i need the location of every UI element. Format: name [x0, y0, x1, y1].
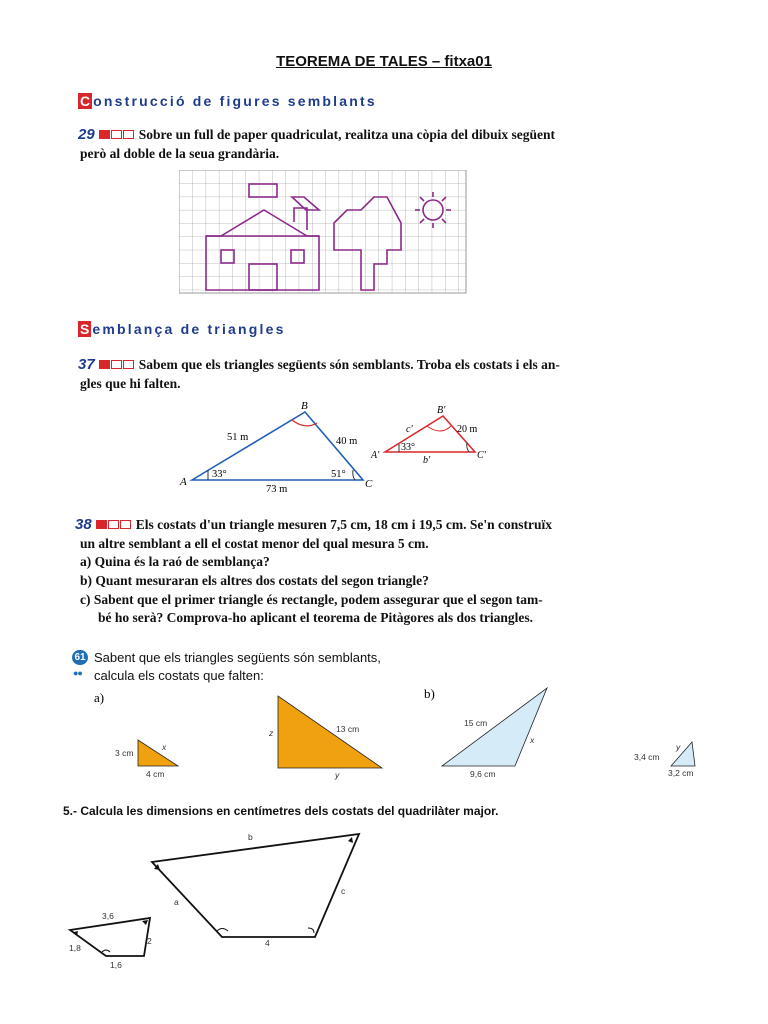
- side-c-prime: c': [406, 424, 413, 435]
- label-3-2cm: 3,2 cm: [668, 768, 694, 778]
- label-y: y: [335, 770, 340, 780]
- exercise-number: 29: [78, 126, 95, 143]
- difficulty-dots-icon: ●●: [73, 668, 82, 678]
- side-BC: 40 m: [336, 436, 358, 447]
- exercise-text-line1: Sobre un full de paper quadriculat, realitza una còpia del dibuix següent: [138, 127, 556, 142]
- orange-triangle-small: [138, 740, 178, 766]
- exercise-text-line2: gles que hi falten.: [80, 376, 181, 391]
- exercise-text-line2: un altre semblant a ell el costat menor del qual mesura 5 cm.: [80, 536, 429, 551]
- side-b: b: [248, 832, 253, 842]
- exercise-text-line1: Sabent que els triangles següents són semblants,: [94, 650, 381, 665]
- label-9-6cm: 9,6 cm: [470, 769, 496, 779]
- part-a-label: a): [94, 690, 105, 705]
- side-a: a: [174, 897, 179, 907]
- vertex-A-prime: A': [371, 450, 380, 461]
- section-initial: C: [80, 93, 91, 109]
- difficulty-icon: [99, 126, 135, 144]
- angle-C: 51°: [331, 469, 346, 480]
- vertex-A: A: [180, 476, 187, 488]
- label-3-4cm: 3,4 cm: [634, 752, 660, 762]
- side-c: c: [341, 886, 346, 896]
- section-initial: S: [80, 321, 90, 337]
- question-c-line2: bé ho serà? Comprova-ho aplicant el teorema de Pitàgores als dos triangles.: [98, 610, 533, 625]
- side-1-6: 1,6: [110, 960, 122, 970]
- question-b: b) Quant mesuraran els altres dos costats del segon triangle?: [80, 573, 429, 588]
- label-3cm: 3 cm: [115, 748, 134, 758]
- part-b-label: b): [424, 686, 435, 701]
- section-heading-text: emblança de triangles: [92, 321, 286, 337]
- angle-A-prime: 33°: [401, 442, 415, 453]
- label-x-b: x: [530, 735, 535, 745]
- side-4: 4: [265, 938, 270, 948]
- blue-triangle-large: [442, 688, 547, 766]
- label-13cm: 13 cm: [336, 724, 360, 734]
- vertex-B-prime: B': [437, 405, 446, 416]
- similar-triangles-61: [90, 684, 710, 784]
- exercise-text-line2: però al doble de la seua grandària.: [80, 146, 280, 161]
- difficulty-icon: [96, 516, 132, 534]
- side-AC: 73 m: [266, 484, 288, 495]
- angle-A: 33°: [212, 469, 227, 480]
- exercise-text-line1: Els costats d'un triangle mesuren 7,5 cm, 18 cm i 19,5 cm. Se'n construïx: [135, 517, 553, 532]
- side-3-6: 3,6: [102, 911, 114, 921]
- section-heading-text: onstrucció de figures semblants: [93, 93, 377, 109]
- quadrilaterals-drawing: [62, 828, 362, 976]
- exercise-text-line1: Sabem que els triangles següents són semblants. Troba els costats i els an-: [138, 357, 560, 372]
- blue-triangle-small: [671, 742, 695, 766]
- exercise-text-line2: calcula els costats que falten:: [94, 668, 264, 683]
- question-a: a) Quina és la raó de semblança?: [80, 554, 270, 569]
- side-1-8: 1,8: [69, 943, 81, 953]
- large-quadrilateral: [152, 834, 359, 937]
- house-grid-drawing: [179, 170, 467, 294]
- side-2: 2: [147, 936, 152, 946]
- similar-triangles-37: [175, 398, 495, 498]
- page-title: TEOREMA DE TALES – fitxa01: [276, 53, 492, 70]
- difficulty-icon: [99, 356, 135, 374]
- vertex-B: B: [301, 400, 308, 412]
- label-4cm: 4 cm: [146, 769, 165, 779]
- section-heading-similarity: [78, 321, 286, 337]
- exercise-number: 38: [75, 516, 92, 533]
- vertex-C-prime: C': [477, 450, 486, 461]
- side-b-prime: b': [423, 455, 431, 466]
- label-z: z: [269, 728, 274, 738]
- label-15cm: 15 cm: [464, 718, 488, 728]
- section-heading-construction: [78, 93, 377, 109]
- label-y-b: y: [676, 742, 681, 752]
- exercise-37: [78, 356, 560, 374]
- vertex-C: C: [365, 478, 373, 490]
- question-c-line1: c) Sabent que el primer triangle és rectangle, podem assegurar que el segon tam-: [80, 592, 543, 607]
- side-BC-prime: 20 m: [457, 424, 478, 435]
- exercise-38: [75, 516, 552, 534]
- side-AB: 51 m: [227, 432, 249, 443]
- exercise-5-text: 5.- Calcula les dimensions en centímetres dels costats del quadrilàter major.: [63, 804, 499, 818]
- small-quadrilateral: [70, 918, 150, 956]
- exercise-number: 37: [78, 356, 95, 373]
- exercise-29: [78, 126, 555, 144]
- label-x: x: [162, 742, 167, 752]
- orange-triangle-large: [278, 696, 382, 768]
- exercise-number: 61: [72, 650, 88, 665]
